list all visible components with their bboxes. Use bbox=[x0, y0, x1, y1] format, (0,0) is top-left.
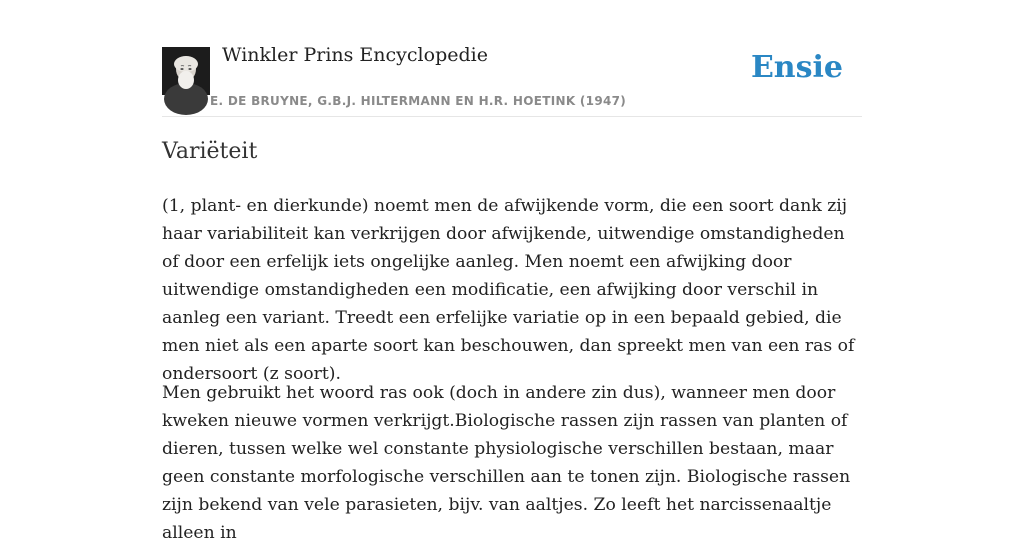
source-title-link[interactable]: Winkler Prins Encyclopedie bbox=[222, 44, 488, 66]
author-avatar bbox=[162, 47, 210, 95]
portrait-image bbox=[162, 47, 210, 95]
content-column bbox=[162, 0, 862, 543]
brand-logo-link[interactable]: Ensie bbox=[750, 50, 843, 85]
source-header bbox=[162, 0, 862, 117]
article-paragraph: (1, plant- en dierkunde) noemt men de afwijkende vorm, die een soort dank zij haar variabiliteit kan verkrijgen door afwijkende, uitwendige omstandigheden of door een erfelijk iets ongelijke aanleg. Men noemt een afwijking door uitwendige omstandigheden een modificatie, een afwijking door verschil in aanleg een variant. Treedt een erfelijke variatie op in een bepaald gebied, die men niet als een aparte soort kan beschouwen, dan spreekt men van een ras of ondersoort (z soort). bbox=[162, 196, 855, 384]
article-title: Variëteit bbox=[162, 139, 258, 164]
article-paragraph: Men gebruikt het woord ras ook (doch in andere zin dus), wanneer men door kweken nieuwe vormen verkrijgt.Biologische rassen zijn rassen van planten of dieren, tussen welke wel constante physiologische verschillen bestaan, maar geen constante morfologische verschillen aan te tonen zijn. Biologische rassen zijn bekend van vele parasieten, bijv. van aaltjes. Zo leeft het narcissenaaltje alleen in bbox=[162, 383, 851, 543]
source-authors: E. DE BRUYNE, G.B.J. HILTERMANN EN H.R. HOETINK (1947) bbox=[210, 94, 627, 108]
